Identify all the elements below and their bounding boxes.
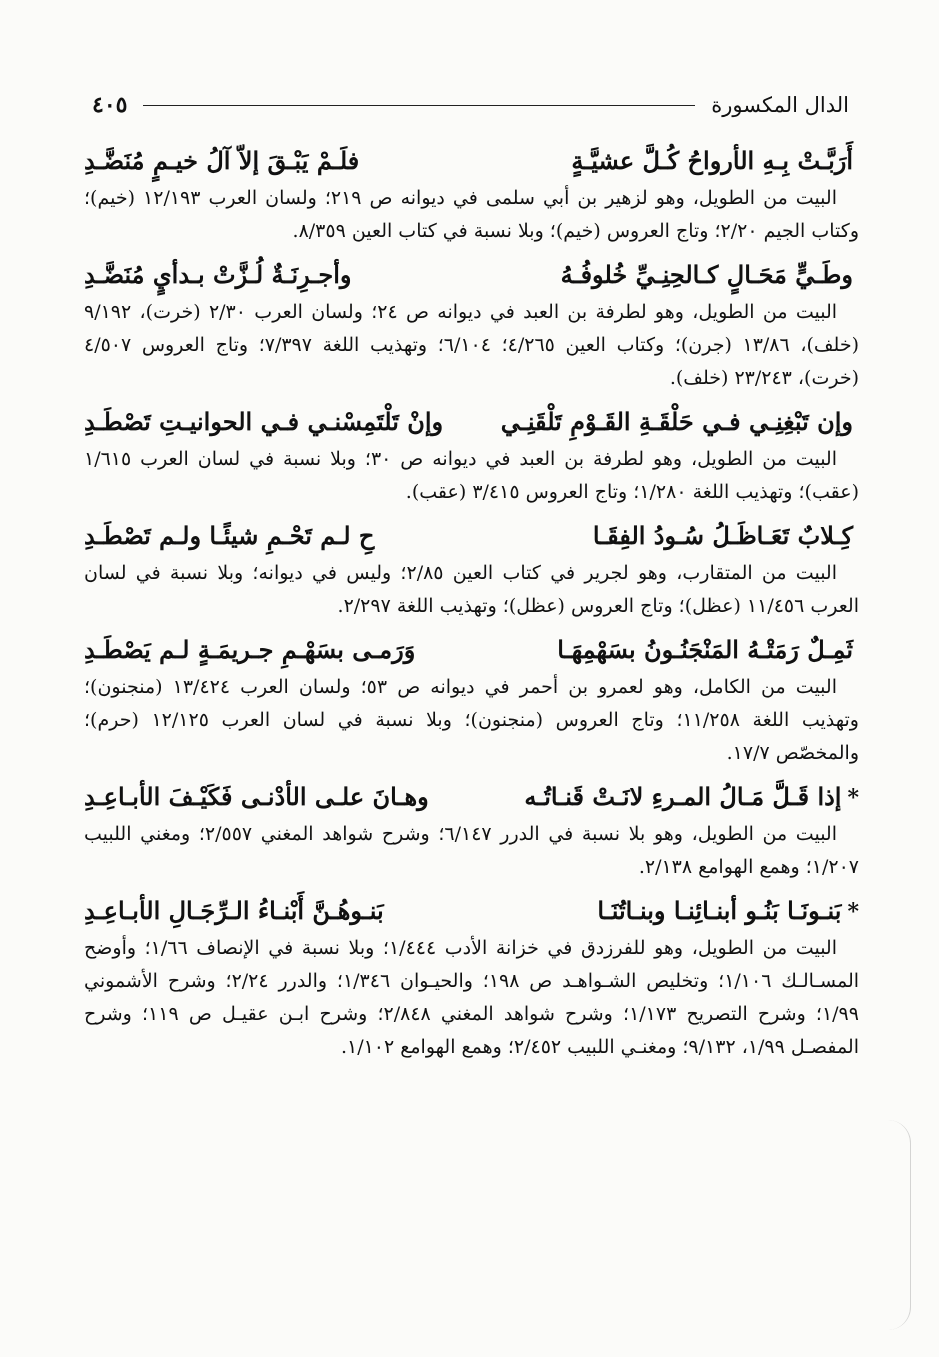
verse-note-text: البيت من الطويل، وهو بلا نسبة في الدرر ٦/١٤٧؛ وشرح شواهد المغني ٢/٥٥٧؛ ومغني اللبيب ١/٢٠٧؛ وهمع الهوامع ٢/١٣٨. — [84, 823, 859, 878]
verse-note — [84, 296, 859, 395]
first-hemistich-text: بَنـونَـا بَنُـو أبنـائِنـا وبنـاتُنَـا — [597, 896, 842, 925]
chapter-title: الدال المكسورة — [711, 93, 849, 117]
first-hemistich-text: ثَمِـلٌ رَمَتْـهُ المَنْجَنُـونُ بسَهْمِهَـا — [557, 635, 853, 664]
verse-note — [84, 443, 859, 509]
second-hemistich: بَنـوهُـنَّ أَبْنـاءُ الـرِّجَـالِ الأبـاعِـدِ — [84, 896, 384, 925]
first-hemistich-text: وإن تَبْغِنِـي فـي حَلْقَـةِ القَـوْمِ تَلْقَنِـي — [500, 407, 853, 436]
verse-line — [84, 401, 859, 443]
verse-note-text: البيت من الطويل، وهو لطرفة بن العبد في ديوانه ص ٣٠؛ وبلا نسبة في لسان العرب ١/٦١٥ (عقب)؛ وتهذيب اللغة ١/٢٨٠؛ وتاج العروس ٣/٤١٥ (عقب). — [84, 448, 859, 503]
first-hemistich — [593, 515, 859, 558]
page-content — [84, 140, 859, 1070]
verse-entry — [84, 401, 859, 509]
second-hemistich: فلَـمْ يَبْـقَ إلاّ آلُ خيـمٍ مُنَضَّـدِ — [84, 146, 360, 175]
header-rule — [143, 105, 695, 106]
verse-note — [84, 818, 859, 884]
page-header — [92, 88, 849, 122]
verse-note-text: البيت من الطويل، وهو لزهير بن أبي سلمى في ديوانه ص ٢١٩؛ ولسان العرب ١٢/١٩٣ (خيم)؛ وكتاب الجيم ٢/٢٠؛ وتاج العروس (خيم)؛ وبلا نسبة في كتاب العين ٨/٣٥٩. — [84, 187, 859, 242]
verse-line — [84, 515, 859, 557]
verse-note — [84, 671, 859, 770]
second-hemistich: وإنْ تَلْتَمِسْنـي فـي الحوانيـتِ تَصْطَـدِ — [84, 407, 444, 436]
second-hemistich: حِ لـم تَحْـمِ شيئًـا ولـم تَصْطَـدِ — [84, 521, 375, 550]
verse-entry — [84, 140, 859, 248]
second-hemistich: وهـانَ علـى الأدْنـى فَكَيْـفَ الأبـاعِـدِ — [84, 782, 429, 811]
verse-entry — [84, 629, 859, 770]
verse-note-text: البيت من الكامل، وهو لعمرو بن أحمر في ديوانه ص ٥٣؛ ولسان العرب ١٣/٤٢٤ (منجنون)؛ وتهذيب اللغة ١١/٢٥٨؛ وتاج العروس (منجنون)؛ وبلا نسبة في لسان العرب ١٢/١٢٥ (حرم)؛ والمخصّص ١٧/٧. — [84, 676, 859, 764]
star-marker: * — [847, 785, 859, 811]
margin-pencil-mark — [888, 1120, 911, 1330]
first-hemistich — [501, 401, 859, 444]
first-hemistich — [557, 629, 859, 672]
verse-line — [84, 776, 859, 818]
verse-note — [84, 182, 859, 248]
first-hemistich-text: إذا قَـلَّ مَـالُ المـرءِ لانَـتْ قَنـاتُـه — [524, 782, 842, 811]
first-hemistich — [597, 890, 859, 933]
first-hemistich-text: أَرَبَّـتْ بِـهِ الأرواحُ كُـلَّ عشيَّـةٍ — [571, 146, 853, 175]
verse-note-text: البيت من الطويل، وهو للفرزدق في خزانة الأدب ١/٤٤٤؛ وبلا نسبة في الإنصاف ١/٦٦؛ وأوضح المسـالـك ١/١٠٦؛ وتخليص الشـواهـد ص ١٩٨؛ والحيـوان ١/٣٤٦؛ والدرر ٢/٢٤؛ وشرح الأشموني ١/٩٩؛ وشرح التصريح ١/١٧٣؛ وشرح شواهد المغني ٢/٨٤٨؛ وشرح ابـن عقيـل ص ١١٩؛ وشرح المفصـل ١/٩٩، ٩/١٣٢؛ ومغنـي اللبيب ٢/٤٥٢؛ وهمع الهوامع ١/١٠٢. — [84, 937, 860, 1058]
first-hemistich-text: وطَـيٍّ مَحَـالٍ كـالحِنِـيِّ خُلوفُـهُ — [560, 260, 853, 289]
verse-note — [84, 557, 859, 623]
first-hemistich — [571, 140, 859, 183]
verse-entry — [84, 890, 859, 1064]
verse-note-text: البيت من الطويل، وهو لطرفة بن العبد في ديوانه ص ٢٤؛ ولسان العرب ٢/٣٠ (خرت)، ٩/١٩٢ (خلف)، ١٣/٨٦ (جرن)؛ وكتاب العين ٤/٢٦٥؛ ٦/١٠٤؛ وتهذيب اللغة ٧/٣٩٧؛ وتاج العروس ٤/٥٠٧ (خرت)، ٢٣/٢٤٣ (خلف). — [84, 301, 860, 389]
page-number: ٤٠٥ — [92, 92, 128, 118]
star-marker: * — [847, 899, 859, 925]
verse-line — [84, 254, 859, 296]
first-hemistich-text: كِـلابٌ تَعَـاظَـلُ سُـودُ الفِقَـا — [592, 521, 853, 550]
verse-entry — [84, 254, 859, 395]
second-hemistich: وَرَمـى بسَهْـمِ جـريمَـةٍ لـم يَصْطَـدِ — [84, 635, 416, 664]
verse-line — [84, 890, 859, 932]
verse-entry — [84, 515, 859, 623]
verse-note-text: البيت من المتقارب، وهو لجرير في كتاب العين ٢/٨٥؛ وليس في ديوانه؛ وبلا نسبة في لسان العرب ١١/٤٥٦ (عظل)؛ وتاج العروس (عظل)؛ وتهذيب اللغة ٢/٢٩٧. — [84, 562, 859, 617]
verse-line — [84, 629, 859, 671]
verse-note — [84, 932, 859, 1064]
first-hemistich — [524, 776, 859, 819]
second-hemistich: وأجـرِنَـةٌ لُـزَّتْ بـدأيٍ مُنَضَّـدِ — [84, 260, 352, 289]
verse-line — [84, 140, 859, 182]
verse-entry — [84, 776, 859, 884]
first-hemistich — [561, 254, 859, 297]
